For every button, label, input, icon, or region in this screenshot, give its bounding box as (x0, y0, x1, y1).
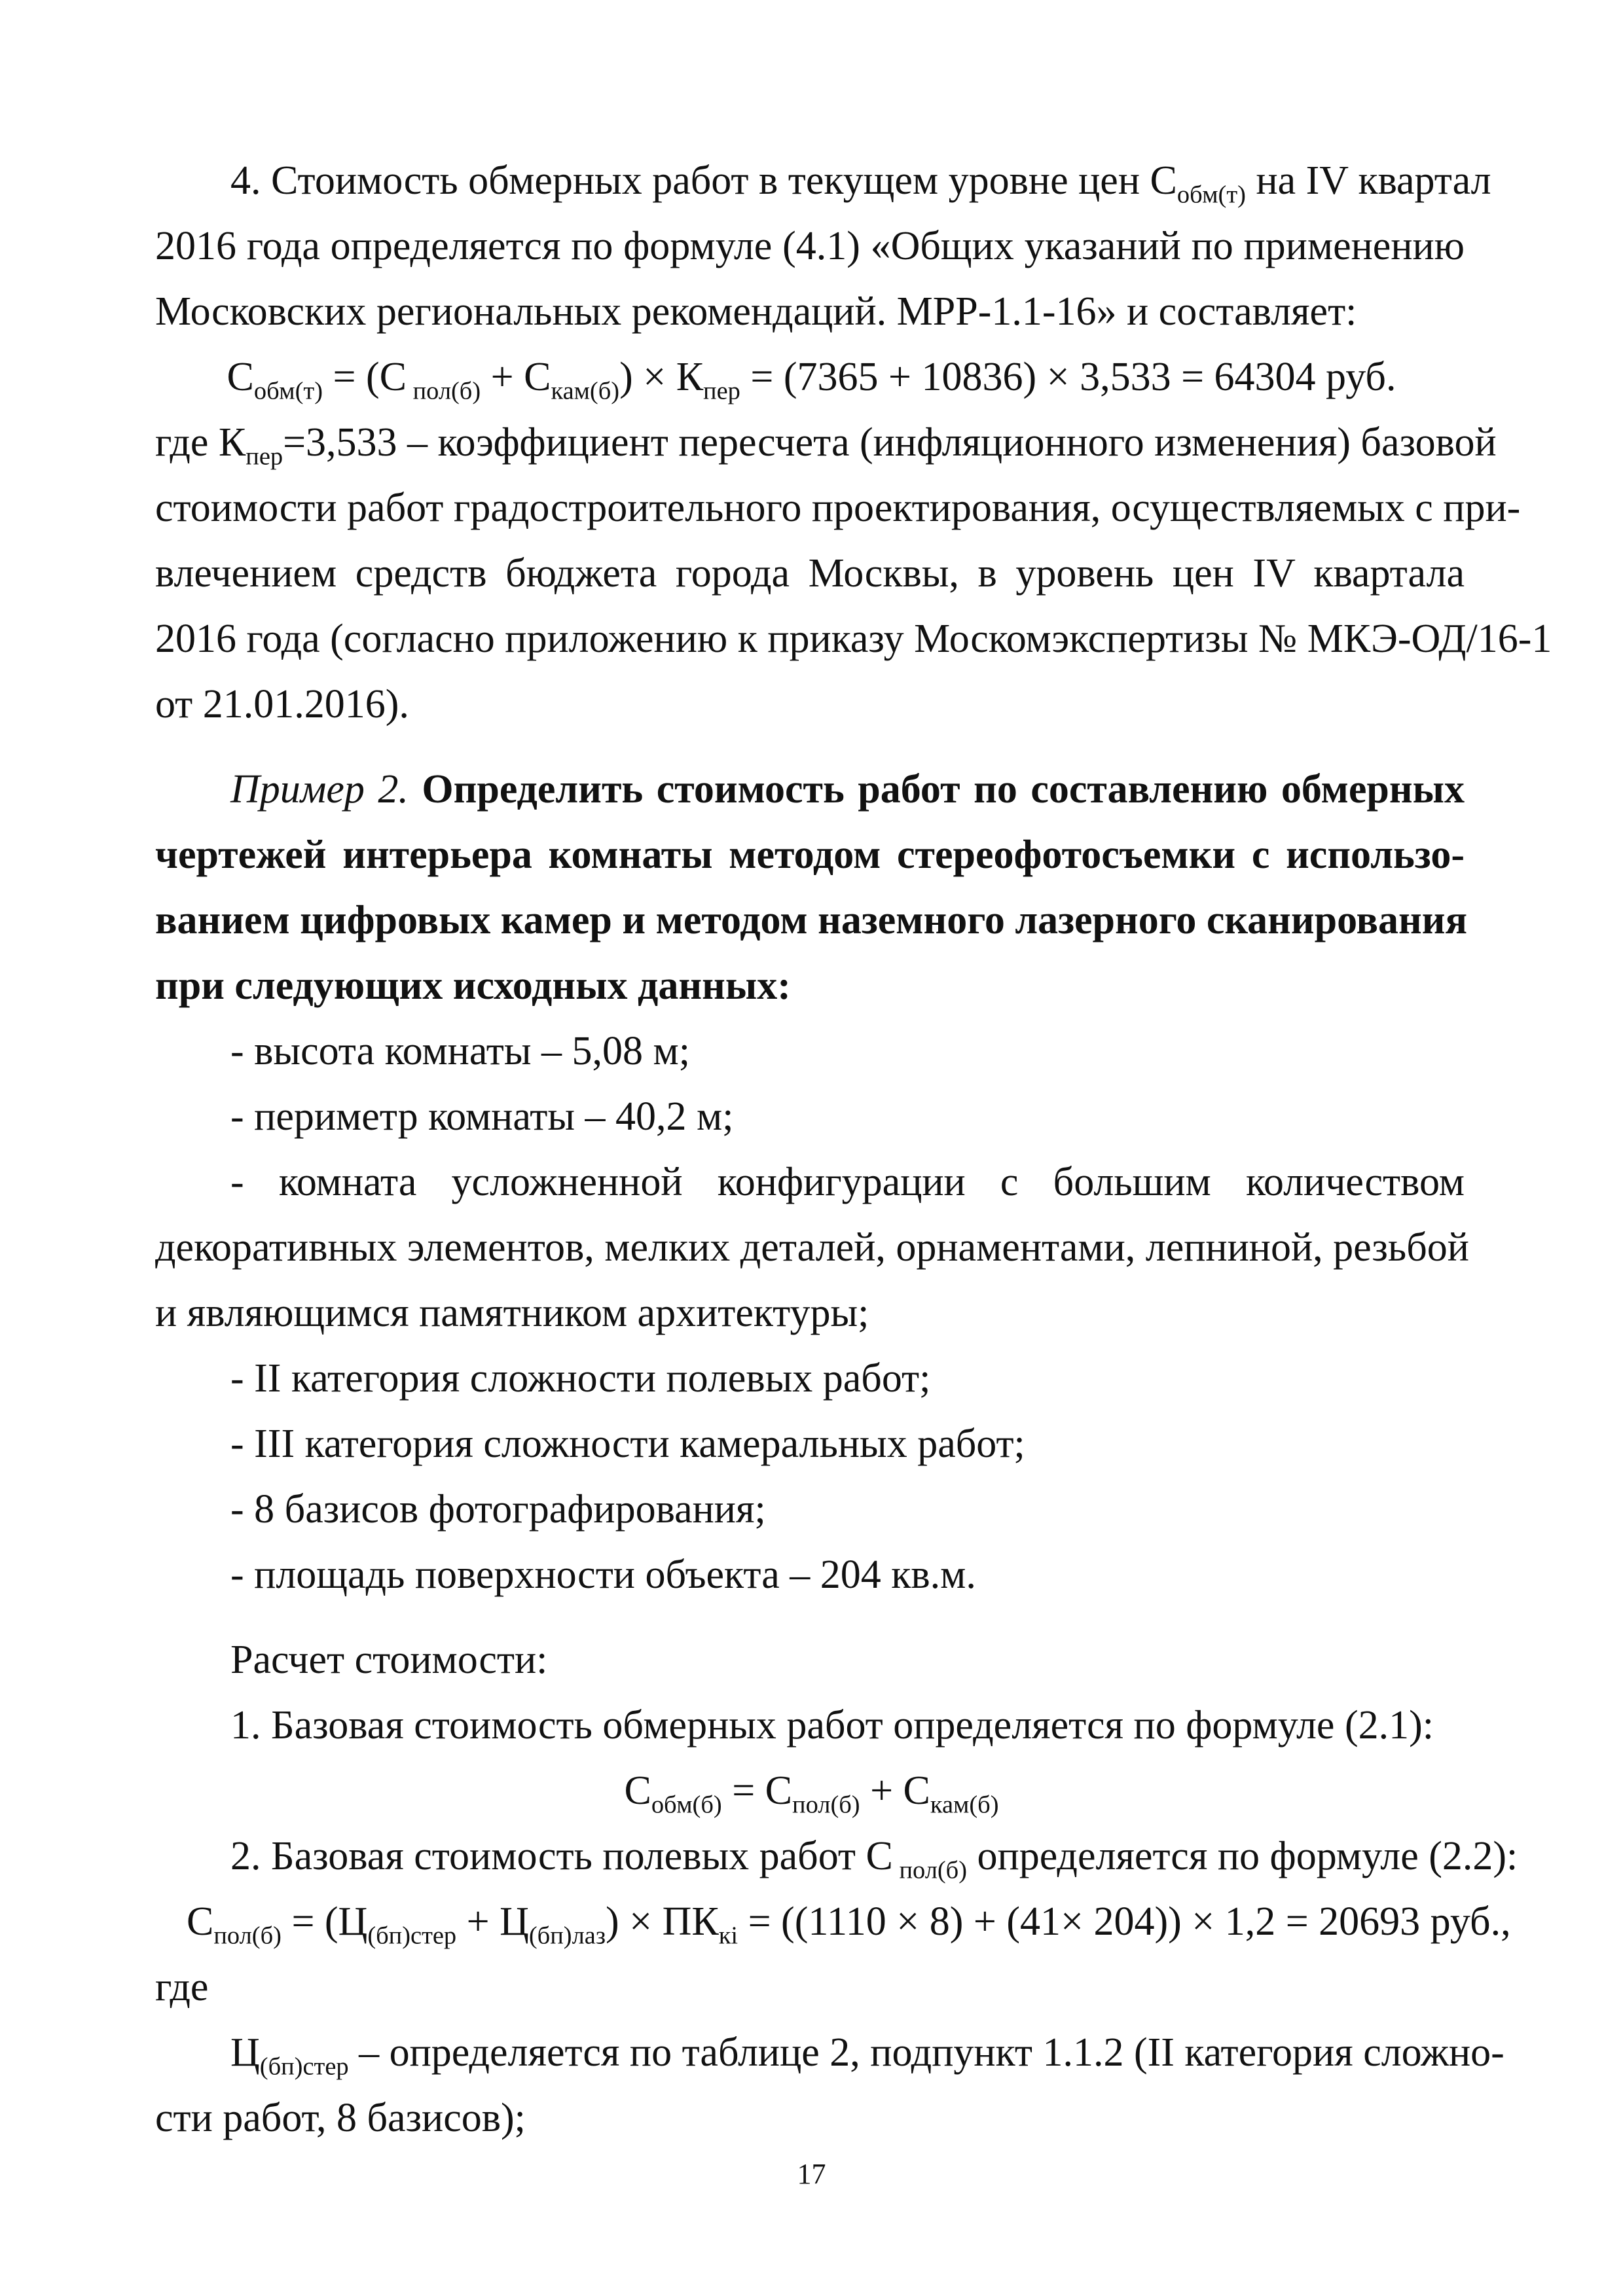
para4-line1: 4. Стоимость обмерных работ в текущем уровне цен $С_{обм(т)}$ на IV квартал (230, 158, 1491, 209)
condition-item: - III категория сложности камеральных работ; (230, 1422, 1025, 1466)
condition-item: - высота комнаты – 5,08 м; (230, 1029, 690, 1073)
condition-item: - периметр комнаты – 40,2 м; (230, 1094, 734, 1139)
calc-step2: 2. Базовая стоимость полевых работ С $_{пол(б)}$ определяется по формуле (2.2): (230, 1834, 1518, 1884)
condition-item-cont: декоративных элементов, мелких деталей, орнаментами, лепниной, резьбой (155, 1225, 1469, 1270)
example2-line2: чертежей интерьера комнаты методом стереофотосъемки с использо- (155, 833, 1465, 877)
condition-item-cont: и являющимся памятником архитектуры; (155, 1291, 869, 1335)
formula-1: $С_{обм(т)} = (С$ $_{пол(б)} + С_{кам(б)}) \times К_{пер} = (7365 + 10836) \times 3,533 = 64304$ руб. (227, 355, 1396, 405)
example2-label: Пример 2. (230, 767, 409, 812)
where1-line1: где $К_{пер}=3,533$ – коэффициент пересчета (инфляционного изменения) базовой (155, 420, 1497, 471)
condition-item: - 8 базисов фотографирования; (230, 1487, 766, 1532)
calc-where: где (155, 1965, 209, 2009)
example2-line3: ванием цифровых камер и методом наземного лазерного сканирования (155, 898, 1468, 942)
page-number: 17 (797, 2158, 826, 2190)
example2-line1: Пример 2. Определить стоимость работ по составлению обмерных (230, 767, 1465, 812)
formula-2: $С_{обм(б)} = С_{пол(б)} + С_{кам(б)}$ (624, 1768, 999, 1819)
where1-line2: стоимости работ градостроительного проектирования, осуществляемых с при- (155, 486, 1521, 530)
calc-step1: 1. Базовая стоимость обмерных работ определяется по формуле (2.1): (230, 1703, 1434, 1748)
calc-def1-line1: $Ц_{(бп)стер}$ – определяется по таблице 2, подпункт 1.1.2 (II категория сложно- (230, 2030, 1504, 2081)
where1-line3: влечением средств бюджета города Москвы, в уровень цен IV квартала (155, 551, 1465, 596)
para4-line2: 2016 года определяется по формуле (4.1) «Общих указаний по применению (155, 224, 1465, 268)
where1-line4: 2016 года (согласно приложению к приказу Москомэкспертизы № МКЭ-ОД/16-1 (155, 617, 1552, 661)
condition-item: - комната усложненной конфигурации с большим количеством (230, 1160, 1465, 1204)
para4-line3: Московских региональных рекомендаций. МРР-1.1-16» и составляет: (155, 289, 1357, 334)
formula-3: $С_{пол(б)} = (Ц_{(бп)стер} + Ц_{(бп)лаз}) \times ПК_{кi} = ((1110 \times 8) + (41\times 204)) \times 1,2 = 20693$ руб., (187, 1899, 1511, 1950)
calc-heading: Расчет стоимости: (230, 1638, 548, 1682)
condition-item: - II категория сложности полевых работ; (230, 1356, 931, 1401)
where1-line5: от 21.01.2016). (155, 682, 409, 726)
example2-line4: при следующих исходных данных: (155, 963, 791, 1008)
condition-item: - площадь поверхности объекта – 204 кв.м. (230, 1552, 976, 1597)
calc-def1-line2: сти работ, 8 базисов); (155, 2096, 526, 2140)
